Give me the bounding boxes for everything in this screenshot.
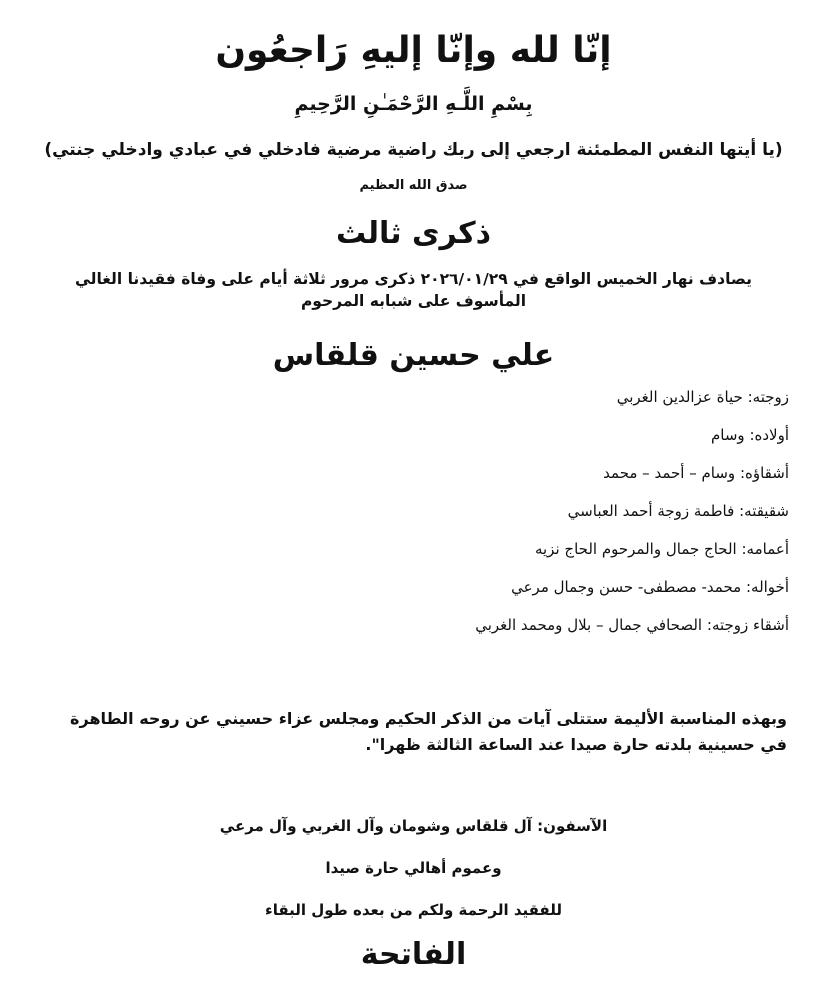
family-value: الحاج جمال والمرحوم الحاج نزيه <box>534 540 737 558</box>
family-value: محمد- مصطفى- حسن وجمال مرعي <box>511 578 742 596</box>
memorial-heading: ذكرى ثالث <box>336 216 491 251</box>
family-label: أولاده: <box>749 426 789 444</box>
deceased-name: علي حسين قلقاس <box>272 338 555 373</box>
family-value: حياة عزالدين الغربي <box>616 388 743 406</box>
family-label: أعمامه: <box>741 540 789 558</box>
family-label: أشقاؤه: <box>739 464 789 482</box>
announcement-text: يصادف نهار الخميس الواقع في ٢٠٢٦/٠١/٢٩ ذكرى مرور ثلاثة أيام على وفاة فقيدنا الغالي المأسوف على شبابه المرحوم <box>74 270 753 310</box>
family-label: زوجته: <box>747 388 789 406</box>
family-value: وسام <box>710 426 745 444</box>
family-value: الصحافي جمال – بلال ومحمد الغربي <box>475 616 703 634</box>
bismillah: بِسْمِ اللَّـهِ الرَّحْمَـٰنِ الرَّحِيمِ <box>294 93 533 115</box>
family-label: شقيقته: <box>739 502 789 520</box>
closing-fatiha: الفاتحة <box>360 937 467 972</box>
mourners-line: الآسفون: آل قلقاس وشومان وآل الغربي وآل مرعي <box>219 817 608 835</box>
sadaqa-line: صدق الله العظيم <box>359 178 468 193</box>
ceremony-text: وبهذه المناسبة الأليمة ستتلى آيات من الذكر الحكيم ومجلس عزاء حسيني عن روحه الطاهرة في حسينية بلدته حارة صيدا عند الساعة الثالثة ظهرا". <box>70 709 787 754</box>
family-item-sister <box>475 500 789 538</box>
family-item-children <box>475 424 789 462</box>
notice-title: إنّا لله وإنّا إليهِ رَاجعُون <box>215 30 612 71</box>
family-item-brothers <box>475 462 789 500</box>
family-value: فاطمة زوجة أحمد العباسي <box>567 502 735 520</box>
family-list <box>475 386 789 652</box>
family-item-wife <box>475 386 789 424</box>
family-value: وسام – أحمد – محمد <box>603 464 736 482</box>
family-label: أشقاء زوجته: <box>706 616 789 634</box>
family-item-maternal-uncles <box>475 576 789 614</box>
community-line: وعموم أهالي حارة صيدا <box>325 859 502 877</box>
family-item-paternal-uncles <box>475 538 789 576</box>
family-label: أخواله: <box>745 578 789 596</box>
condolence-line: للفقيد الرحمة ولكم من بعده طول البقاء <box>265 901 562 919</box>
quran-verse: (يا أيتها النفس المطمئنة ارجعي إلى ربك راضية مرضية فادخلي في عبادي وادخلي جنتي) <box>44 140 783 160</box>
family-item-wife-brothers <box>475 614 789 652</box>
